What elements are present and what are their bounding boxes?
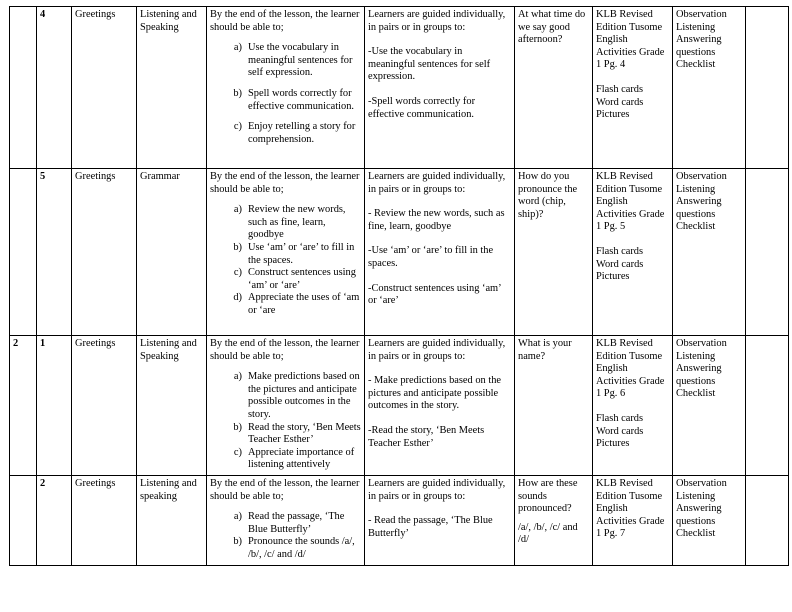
assessment-cell <box>673 476 746 566</box>
key-inquiry-question: How are these sounds pronounced? <box>518 478 578 515</box>
objective-item <box>210 267 361 292</box>
activity-item: -Spell words correctly for effective communication. <box>368 95 476 120</box>
objective-letter: c) <box>233 267 242 279</box>
assessment-cell <box>673 336 746 476</box>
resource-item: Flash cards <box>596 245 644 257</box>
resources-cell <box>593 476 673 566</box>
assessment-item: Listening <box>676 21 716 33</box>
resources-cell <box>593 7 673 169</box>
assessment-cell <box>673 7 746 169</box>
remarks-cell <box>746 336 789 476</box>
week-cell <box>10 476 37 566</box>
assessment-item: Answering questions <box>676 503 722 527</box>
objective-letter: b) <box>233 421 242 433</box>
sub-strand-cell: Grammar <box>137 169 207 336</box>
assessment-item: Checklist <box>676 388 716 400</box>
strand-cell: Greetings <box>72 336 137 476</box>
key-inquiry-question: At what time do we say good afternoon? <box>518 9 586 46</box>
lesson-cell: 4 <box>37 7 72 169</box>
table-row <box>10 169 789 336</box>
activities-cell <box>365 7 515 169</box>
resource-book: KLB Revised Edition Tusome English Activities Grade 1 Pg. 4 <box>596 9 665 71</box>
activities-intro: Learners are guided individually, in pairs or in groups to: <box>368 171 506 195</box>
assessment-item: Answering questions <box>676 34 722 58</box>
resources-cell <box>593 336 673 476</box>
resource-item: Pictures <box>596 438 630 450</box>
assessment-item: Observation <box>676 478 727 489</box>
objective-text: Appreciate importance of listening attentively <box>248 446 355 471</box>
objective-item <box>210 511 361 536</box>
objective-text: Appreciate the uses of ‘am or ‘are <box>248 292 360 316</box>
objective-text: Pronounce the sounds /a/, /b/, /c/ and /d/ <box>248 536 355 560</box>
objective-text: Enjoy retelling a story for comprehension. <box>248 121 356 145</box>
table-row <box>10 476 789 566</box>
objective-letter: a) <box>233 42 242 54</box>
objectives-cell <box>207 7 365 169</box>
objective-letter: b) <box>233 241 242 253</box>
sub-strand-cell: Listening and Speaking <box>137 336 207 476</box>
assessment-item: Answering questions <box>676 196 722 220</box>
assessment-item: Answering questions <box>676 363 722 387</box>
objective-item <box>210 42 361 80</box>
remarks-cell <box>746 7 789 169</box>
objective-item <box>210 88 361 113</box>
assessment-item: Checklist <box>676 221 716 233</box>
sub-strand-cell: Listening and speaking <box>137 476 207 566</box>
activities-cell <box>365 169 515 336</box>
objective-text: Use the vocabulary in meaningful sentences for self expression. <box>248 42 353 79</box>
key-inquiry-question: What is your name? <box>518 338 572 362</box>
activity-item: - Read the passage, ‘The Blue Butterfly’ <box>368 515 493 539</box>
activities-cell <box>365 336 515 476</box>
objective-item <box>210 422 361 447</box>
resource-book: KLB Revised Edition Tusome English Activities Grade 1 Pg. 7 <box>596 478 665 540</box>
objective-item <box>210 204 361 242</box>
objective-item <box>210 292 361 317</box>
resource-book: KLB Revised Edition Tusome English Activities Grade 1 Pg. 6 <box>596 338 665 400</box>
objective-letter: a) <box>233 511 242 523</box>
activities-intro: Learners are guided individually, in pairs or in groups to: <box>368 9 506 33</box>
objectives-cell <box>207 336 365 476</box>
objectives-intro: By the end of the lesson, the learner should be able to; <box>210 9 360 33</box>
strand-cell: Greetings <box>72 476 137 566</box>
activity-item: - Review the new words, such as fine, learn, goodbye <box>368 208 505 232</box>
objective-text: Read the story, ‘Ben Meets Teacher Esther’ <box>248 421 361 446</box>
objective-text: Read the passage, ‘The Blue Butterfly’ <box>248 511 345 535</box>
activities-cell <box>365 476 515 566</box>
resources-cell <box>593 169 673 336</box>
objectives-intro: By the end of the lesson, the learner should be able to; <box>210 478 360 502</box>
key-inquiry-question: How do you pronounce the word (chip, ship)? <box>518 171 578 220</box>
objective-item <box>210 242 361 267</box>
scheme-of-work-table <box>9 6 789 566</box>
objective-letter: c) <box>233 121 242 133</box>
objective-text: Spell words correctly for effective communication. <box>248 87 354 112</box>
resource-item: Flash cards <box>596 83 644 95</box>
objective-text: Use ‘am’ or ‘are’ to fill in the spaces. <box>248 241 355 266</box>
assessment-item: Listening <box>676 350 716 362</box>
activity-item: -Construct sentences using ‘am’ or ‘are’ <box>368 282 501 307</box>
remarks-cell <box>746 476 789 566</box>
resource-item: Word cards <box>596 96 644 108</box>
lesson-cell: 2 <box>37 476 72 566</box>
objective-item <box>210 371 361 421</box>
key-inquiry-cell <box>515 336 593 476</box>
objective-letter: c) <box>233 446 242 458</box>
assessment-cell <box>673 169 746 336</box>
key-inquiry-cell <box>515 7 593 169</box>
resource-book: KLB Revised Edition Tusome English Activities Grade 1 Pg. 5 <box>596 171 665 233</box>
assessment-item: Observation <box>676 338 727 349</box>
activity-item: -Use the vocabulary in meaningful sentences for self expression. <box>368 46 491 83</box>
objective-letter: a) <box>233 204 242 216</box>
week-cell <box>10 169 37 336</box>
objectives-intro: By the end of the lesson, the learner should be able to; <box>210 171 360 195</box>
resource-item: Word cards <box>596 425 644 437</box>
lesson-cell: 5 <box>37 169 72 336</box>
key-inquiry-cell <box>515 169 593 336</box>
assessment-item: Listening <box>676 183 716 195</box>
resource-item: Word cards <box>596 258 644 270</box>
strand-cell: Greetings <box>72 7 137 169</box>
resource-item: Pictures <box>596 109 630 121</box>
activity-item: - Make predictions based on the pictures and anticipate possible outcomes in the story. <box>368 375 502 412</box>
table-row <box>10 7 789 169</box>
activity-item: -Read the story, ‘Ben Meets Teacher Esther’ <box>368 424 485 449</box>
objective-text: Make predictions based on the pictures and anticipate possible outcomes in the story. <box>248 371 360 420</box>
sub-strand-cell: Listening and Speaking <box>137 7 207 169</box>
activities-intro: Learners are guided individually, in pairs or in groups to: <box>368 338 506 362</box>
week-cell: 2 <box>10 336 37 476</box>
objective-text: Review the new words, such as fine, learn, goodbye <box>248 204 346 241</box>
remarks-cell <box>746 169 789 336</box>
week-cell <box>10 7 37 169</box>
objective-item <box>210 121 361 146</box>
resource-item: Pictures <box>596 271 630 283</box>
table-row <box>10 336 789 476</box>
objective-letter: b) <box>233 87 242 99</box>
objective-letter: a) <box>233 371 242 383</box>
assessment-item: Checklist <box>676 528 716 540</box>
strand-cell: Greetings <box>72 169 137 336</box>
key-inquiry-cell <box>515 476 593 566</box>
objective-letter: d) <box>233 292 242 304</box>
resource-item: Flash cards <box>596 412 644 424</box>
assessment-item: Observation <box>676 171 727 182</box>
activity-item: -Use ‘am’ or ‘are’ to fill in the spaces. <box>368 245 494 269</box>
objectives-intro: By the end of the lesson, the learner should be able to; <box>210 338 360 362</box>
assessment-item: Listening <box>676 490 716 502</box>
assessment-item: Checklist <box>676 59 716 71</box>
objective-text: Construct sentences using ‘am’ or ‘are’ <box>248 267 356 291</box>
objective-letter: b) <box>233 536 242 548</box>
activities-intro: Learners are guided individually, in pairs or in groups to: <box>368 478 506 502</box>
objectives-cell <box>207 169 365 336</box>
objectives-cell <box>207 476 365 566</box>
lesson-cell: 1 <box>37 336 72 476</box>
key-inquiry-extra: /a/, /b/, /c/ and /d/ <box>518 521 578 546</box>
assessment-item: Observation <box>676 9 727 20</box>
objective-item <box>210 536 361 561</box>
objective-item <box>210 447 361 472</box>
